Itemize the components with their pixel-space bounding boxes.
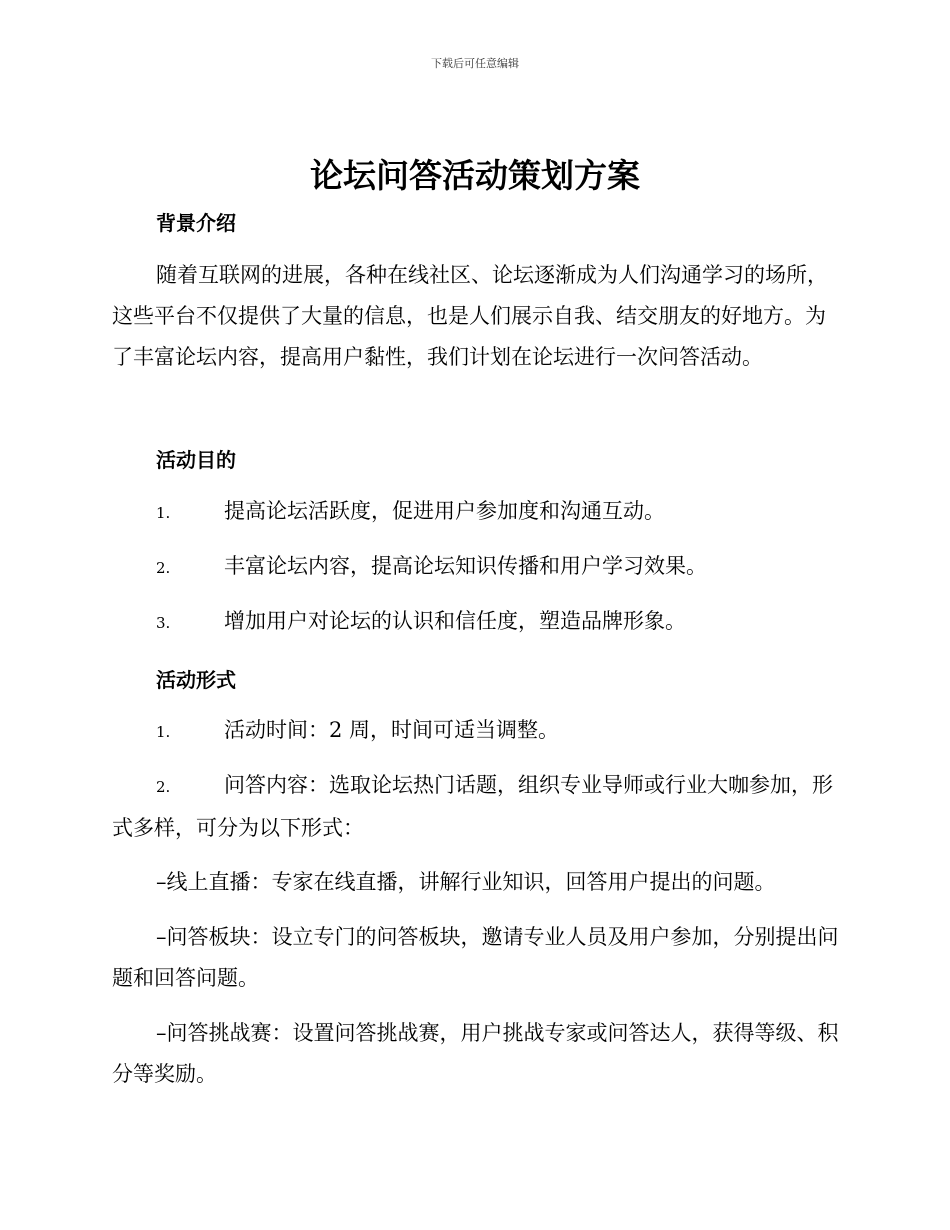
goal-item xyxy=(156,601,686,644)
goal-item-number: 1. xyxy=(156,504,171,522)
header-note: 下载后可任意编辑 xyxy=(431,57,519,70)
goal-item-number: 3. xyxy=(156,614,171,632)
document-title: 论坛问答活动策划方案 xyxy=(310,156,640,195)
format-item-text: 活动时间：2 周，时间可适当调整。 xyxy=(224,718,560,742)
goal-item xyxy=(156,546,707,589)
goal-item xyxy=(156,491,665,534)
format-item-number: 1. xyxy=(156,723,171,741)
goal-item-text: 提高论坛活跃度，促进用户参加度和沟通互动。 xyxy=(224,499,665,523)
heading-goals: 活动目的 xyxy=(156,448,236,472)
goal-item-number: 2. xyxy=(156,559,171,577)
format-sub-item: –问答挑战赛：设置问答挑战赛，用户挑战专家或问答达人，获得等级、积分等奖励。 xyxy=(112,1021,839,1086)
format-item xyxy=(112,765,842,849)
background-paragraph: 随着互联网的进展，各种在线社区、论坛逐渐成为人们沟通学习的场所，这些平台不仅提供了大量的信息，也是人们展示自我、结交朋友的好地方。为了丰富论坛内容，提高用户黏性，我们计划在论坛进行一次问答活动。 xyxy=(112,263,828,369)
format-sub-item: –线上直播：专家在线直播，讲解行业知识，回答用户提出的问题。 xyxy=(156,870,776,894)
heading-background: 背景介绍 xyxy=(156,211,236,235)
goal-item-text: 增加用户对论坛的认识和信任度，塑造品牌形象。 xyxy=(224,609,686,633)
format-item xyxy=(156,710,559,753)
format-item-number: 2. xyxy=(156,778,171,796)
format-item-text: 问答内容：选取论坛热门话题，组织专业导师或行业大咖参加，形式多样，可分为以下形式： xyxy=(112,773,833,840)
goal-item-text: 丰富论坛内容，提高论坛知识传播和用户学习效果。 xyxy=(224,554,707,578)
format-sub-item: –问答板块：设立专门的问答板块，邀请专业人员及用户参加，分别提出问题和回答问题。 xyxy=(112,925,839,990)
heading-format: 活动形式 xyxy=(156,668,236,692)
